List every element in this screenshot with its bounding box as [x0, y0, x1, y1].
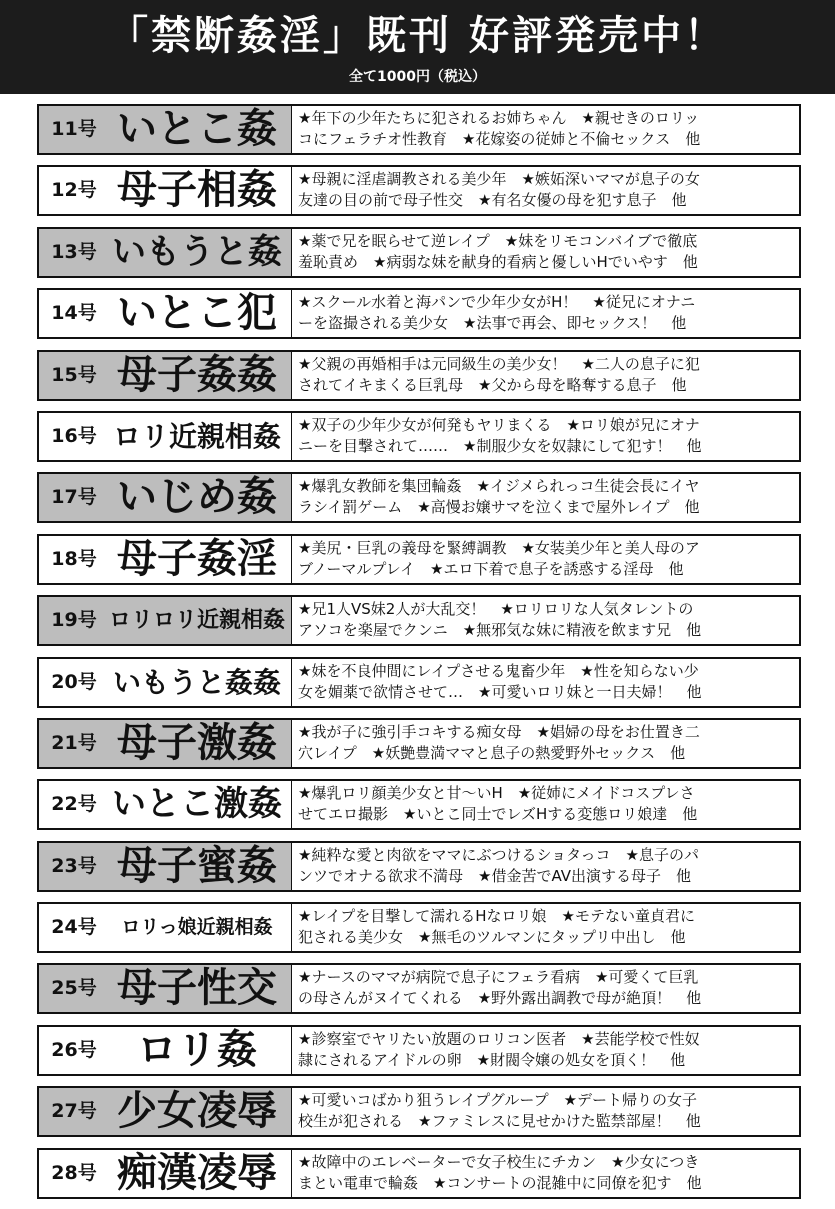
description-line: ★年下の少年たちに犯されるお姉ちゃん ★親せきのロリッ [298, 109, 700, 127]
issue-number: 20号 [51, 670, 97, 693]
description-line: ★可愛いコばかり狙うレイプグループ ★デート帰りの女子 [298, 1091, 698, 1110]
description-line: ★薬で兄を眠らせて逆レイプ ★妹をリモコンバイブで徹底 [298, 231, 698, 250]
description-line: の母さんがヌイてくれる ★野外露出調教で母が絶頂！ 他 [298, 989, 702, 1008]
issue-description [291, 290, 799, 337]
description-line: まとい電車で輪姦 ★コンサートの混雑中に同僚を犯す 他 [298, 1173, 702, 1192]
issue-number: 18号 [51, 547, 97, 570]
issue-title: いとこ犯 [117, 290, 277, 337]
issue-title: ロリロリ近親相姦 [109, 608, 285, 634]
issue-row [37, 841, 801, 892]
issue-description [291, 352, 799, 399]
issue-row [37, 1025, 801, 1076]
issue-title: いとこ姦 [117, 106, 277, 152]
description-line: 女を媚薬で欲情させて… ★可愛いロリ妹と一日夫婦！ 他 [298, 682, 702, 701]
issue-number: 26号 [51, 1038, 97, 1061]
issue-title: ロリ近親相姦 [112, 419, 281, 453]
issue-number: 16号 [51, 424, 97, 447]
issue-description [291, 781, 799, 828]
issue-description [291, 167, 799, 214]
issue-row [37, 657, 801, 708]
issue-row [37, 963, 801, 1014]
issue-description [291, 106, 799, 153]
issue-title: 母子性交 [117, 965, 277, 1012]
issue-description [291, 1027, 799, 1074]
description-line: ーを盗撮される美少女 ★法事で再会、即セックス！ 他 [298, 314, 687, 333]
issue-number: 25号 [51, 977, 97, 1000]
issue-number: 27号 [51, 1100, 97, 1123]
issue-title: 母子姦淫 [117, 535, 277, 582]
description-line: ニーを目撃されて…… ★制服少女を奴隷にして犯す！ 他 [298, 436, 702, 455]
description-line: 穴レイプ ★妖艶豊満ママと息子の熱愛野外セックス 他 [298, 743, 686, 762]
description-line: ラシイ罰ゲーム ★高慢お嬢サマを泣くまで屋外レイプ 他 [298, 498, 700, 517]
description-line: ★妹を不良仲間にレイプさせる鬼畜少年 ★性を知らない少 [298, 661, 699, 680]
issue-number: 17号 [51, 486, 97, 509]
description-line: ★美尻・巨乳の義母を緊縛調教 ★女装美少年と美人母のア [298, 538, 700, 557]
issue-list [37, 104, 801, 1209]
description-line: ★兄1人VS妹2人が大乱交！ ★ロリロリな人気タレントの [298, 600, 694, 619]
issue-description [291, 229, 799, 276]
issue-title: 母子蜜姦 [117, 842, 277, 889]
issue-number: 24号 [51, 916, 97, 939]
issue-number: 11号 [51, 118, 97, 140]
issue-number: 15号 [51, 363, 97, 386]
description-line: 犯される美少女 ★無毛のツルマンにタップリ中出し 他 [298, 928, 686, 947]
issue-row [37, 288, 801, 339]
issue-description [291, 843, 799, 890]
description-line: ★我が子に強引手コキする痴女母 ★娼婦の母をお仕置き二 [298, 722, 700, 741]
description-line: されてイキまくる巨乳母 ★父から母を略奪する息子 他 [298, 375, 687, 394]
description-line: ★爆乳ロリ顔美少女と甘〜いH ★従姉にメイドコスプレさ [298, 784, 695, 803]
description-line: せてエロ撮影 ★いとこ同士でレズHする変態ロリ娘達 他 [298, 805, 698, 824]
issue-title: いもうと姦 [112, 231, 282, 272]
price-note: 全て1000円（税込） [349, 69, 486, 85]
description-line: 隷にされるアイドルの卵 ★財閥令嬢の処女を頂く！ 他 [298, 1050, 686, 1069]
issue-number: 19号 [51, 609, 97, 632]
issue-row [37, 104, 801, 155]
issue-row [37, 411, 801, 462]
description-line: コにフェラチオ性教育 ★花嫁姿の従姉と不倫セックス 他 [298, 130, 701, 148]
issue-title: いとこ激姦 [112, 784, 282, 825]
description-line: ★父親の再婚相手は元同級生の美少女！ ★二人の息子に犯 [298, 354, 700, 373]
issue-title: いもうと姦姦 [112, 665, 281, 699]
issue-row [37, 534, 801, 585]
issue-row [37, 1086, 801, 1137]
issue-row [37, 350, 801, 401]
description-line: アソコを楽屋でクンニ ★無邪気な妹に精液を飲ます兄 他 [298, 621, 702, 640]
issue-row [37, 472, 801, 523]
description-line: ★双子の少年少女が何発もヤリまくる ★ロリ娘が兄にオナ [298, 415, 700, 434]
issue-title: 少女凌辱 [117, 1088, 277, 1135]
issue-title: ロリっ娘近親相姦 [121, 916, 273, 939]
description-line: 友達の目の前で母子性交 ★有名女優の母を犯す息子 他 [298, 191, 687, 210]
issue-description [291, 659, 799, 706]
issue-row [37, 595, 801, 646]
description-line: ★スクール水着と海パンで少年少女がH！ ★従兄にオナニ [298, 293, 696, 312]
issue-title: 母子激姦 [117, 719, 277, 766]
issue-row [37, 165, 801, 216]
description-line: ブノーマルプレイ ★エロ下着で息子を誘惑する淫母 他 [298, 559, 684, 578]
header-banner [0, 0, 835, 94]
issue-description [291, 1150, 799, 1197]
issue-description [291, 474, 799, 521]
issue-number: 22号 [51, 793, 97, 816]
issue-number: 12号 [51, 179, 97, 202]
issue-description [291, 1088, 799, 1135]
issue-description [291, 597, 799, 644]
issue-title: 母子姦姦 [117, 351, 277, 398]
description-line: ★純粋な愛と肉欲をママにぶつけるショタっコ ★息子のパ [298, 845, 699, 864]
issue-row [37, 902, 801, 953]
description-line: ★故障中のエレベーターで女子校生にチカン ★少女につき [298, 1152, 700, 1171]
issue-number: 28号 [51, 1161, 97, 1184]
issue-row [37, 1148, 801, 1199]
issue-number: 21号 [51, 731, 97, 754]
issue-number: 23号 [51, 854, 97, 877]
issue-description [291, 413, 799, 460]
description-line: 校生が犯される ★ファミレスに見せかけた監禁部屋！ 他 [298, 1112, 701, 1131]
description-line: ★ナースのママが病院で息子にフェラ看病 ★可愛くて巨乳 [298, 968, 699, 987]
description-line: 羞恥責め ★病弱な妹を献身的看病と優しいHでいやす 他 [298, 252, 698, 271]
issue-number: 14号 [51, 302, 97, 325]
issue-row [37, 227, 801, 278]
page-title: 「禁断姦淫」既刊 好評発売中！ [108, 13, 727, 59]
issue-row [37, 779, 801, 830]
description-line: ★爆乳女教師を集団輪姦 ★イジメられっコ生徒会長にイヤ [298, 477, 700, 496]
issue-title: 痴漢凌辱 [117, 1149, 277, 1196]
description-line: ★診察室でヤリたい放題のロリコン医者 ★芸能学校で性奴 [298, 1029, 700, 1048]
issue-description [291, 965, 799, 1012]
issue-title: 母子相姦 [117, 167, 277, 214]
issue-row [37, 718, 801, 769]
issue-description [291, 720, 799, 767]
description-line: ★レイプを目撃して濡れるHなロリ娘 ★モテない童貞君に [298, 907, 695, 926]
issue-number: 13号 [51, 240, 97, 263]
issue-title: ロリ姦 [137, 1026, 257, 1073]
description-line: ンツでオナる欲求不満母 ★借金苦でAV出演する母子 他 [298, 866, 692, 885]
description-line: ★母親に淫虐調教される美少年 ★嫉妬深いママが息子の女 [298, 170, 700, 189]
issue-description [291, 904, 799, 951]
issue-title: いじめ姦 [117, 474, 277, 521]
issue-description [291, 536, 799, 583]
